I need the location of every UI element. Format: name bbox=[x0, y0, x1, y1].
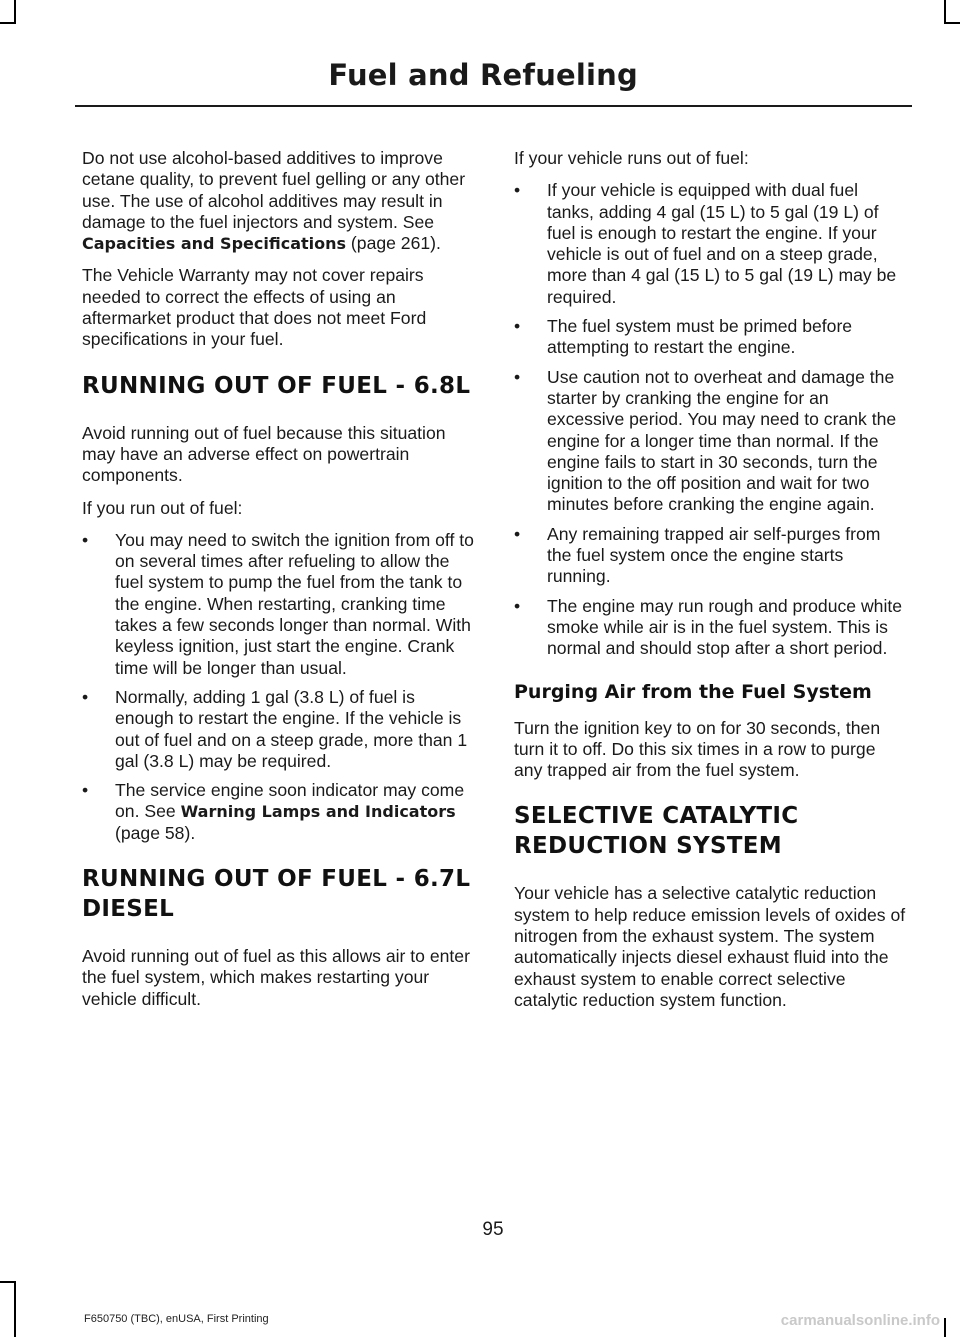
warning-lamps-link[interactable]: Warning Lamps and Indicators bbox=[180, 802, 456, 822]
if-vehicle-runs-out-paragraph: If your vehicle runs out of fuel: bbox=[514, 148, 749, 168]
list-item: • The engine may run rough and produce white smoke while air is in the fuel system. This is normal and should stop after a short period. bbox=[514, 596, 906, 660]
additives-paragraph: Do not use alcohol-based additives to improve cetane quality, to prevent fuel gelling or any other use. The use of alcohol additives may result in damage to the fuel injectors and system. See Capacities and Specifications (page 261). bbox=[82, 148, 466, 254]
crop-mark-bottom-left-v bbox=[14, 1281, 16, 1337]
avoid-running-out-paragraph: Avoid running out of fuel because this situation may have an adverse effect on powertrain components. bbox=[82, 422, 446, 486]
crop-mark-bottom-right-v bbox=[944, 1318, 946, 1337]
purging-air-paragraph: Turn the ignition key to on for 30 seconds, then turn it to off. Do this six times in a row to purge any trapped air from the fuel system. bbox=[514, 717, 881, 781]
left-column bbox=[82, 148, 474, 1021]
list-item: • Normally, adding 1 gal (3.8 L) of fuel is enough to restart the engine. If the vehicle is out of fuel and on a steep grade, more than 1 gal (3.8 L) may be required. bbox=[82, 687, 474, 772]
crop-mark-top-right-v bbox=[944, 0, 946, 24]
crop-mark-top-right-h bbox=[944, 22, 960, 24]
crop-mark-top-left-v bbox=[14, 0, 16, 24]
page-header-title: Fuel and Refueling bbox=[328, 58, 638, 92]
list-item: • Any remaining trapped air self-purges from the fuel system once the engine starts running. bbox=[514, 524, 906, 588]
capacities-link[interactable]: Capacities and Specifications bbox=[82, 234, 347, 254]
list-item: • If your vehicle is equipped with dual fuel tanks, adding 4 gal (15 L) to 5 gal (19 L) of fuel is enough to restart the engine. If your vehicle is out of fuel and on a steep grade, more than 4 gal (15 L) to 5 gal (19 L) may be required. bbox=[514, 180, 906, 308]
scr-paragraph: Your vehicle has a selective catalytic reduction system to help reduce emission levels of oxides of nitrogen from the exhaust system. The system automatically injects diesel exhaust fluid into the exhaust system to enable correct selective catalytic reduction system function. bbox=[514, 883, 906, 1010]
list-item: • You may need to switch the ignition from off to on several times after refueling to allow the fuel system to pump the fuel from the tank to the engine. When restarting, cranking time takes a few seconds longer than normal. With keyless ignition, just start the engine. Crank time will be longer than usual. bbox=[82, 530, 474, 679]
list-item: • The service engine soon indicator may come on. See Warning Lamps and Indicators (page 58). bbox=[82, 780, 474, 844]
diesel-avoid-paragraph: Avoid running out of fuel as this allows air to enter the fuel system, which makes restarting your vehicle difficult. bbox=[82, 946, 470, 1009]
diesel-run-out-list bbox=[514, 180, 906, 659]
crop-mark-top-left-h bbox=[0, 22, 16, 24]
header-rule bbox=[75, 105, 912, 107]
right-column bbox=[514, 148, 906, 1022]
edition-footer: F650750 (TBC), enUSA, First Printing bbox=[84, 1313, 269, 1325]
running-out-67l-heading: RUNNING OUT OF FUEL - 6.7L DIESEL bbox=[82, 866, 471, 923]
page-number: 95 bbox=[482, 1219, 504, 1240]
running-out-68l-heading: RUNNING OUT OF FUEL - 6.8L bbox=[82, 372, 471, 399]
run-out-list bbox=[82, 530, 474, 844]
warranty-paragraph: The Vehicle Warranty may not cover repairs needed to correct the effects of using an aftermarket product that does not meet Ford specifications in your fuel. bbox=[82, 265, 427, 350]
if-you-run-out-paragraph: If you run out of fuel: bbox=[82, 497, 243, 518]
scr-heading: SELECTIVE CATALYTIC REDUCTION SYSTEM bbox=[514, 803, 799, 860]
crop-mark-bottom-left-h bbox=[0, 1281, 16, 1283]
list-item: • The fuel system must be primed before attempting to restart the engine. bbox=[514, 316, 906, 359]
list-item: • Use caution not to overheat and damage the starter by cranking the engine for an excessive period. You may need to crank the engine for a longer time than normal. If the engine fails to start in 30 seconds, turn the ignition to the off position and wait for two minutes before cranking the engine again. bbox=[514, 367, 906, 516]
watermark: carmanualsonline.info bbox=[780, 1312, 940, 1329]
purging-air-heading: Purging Air from the Fuel System bbox=[514, 680, 872, 703]
